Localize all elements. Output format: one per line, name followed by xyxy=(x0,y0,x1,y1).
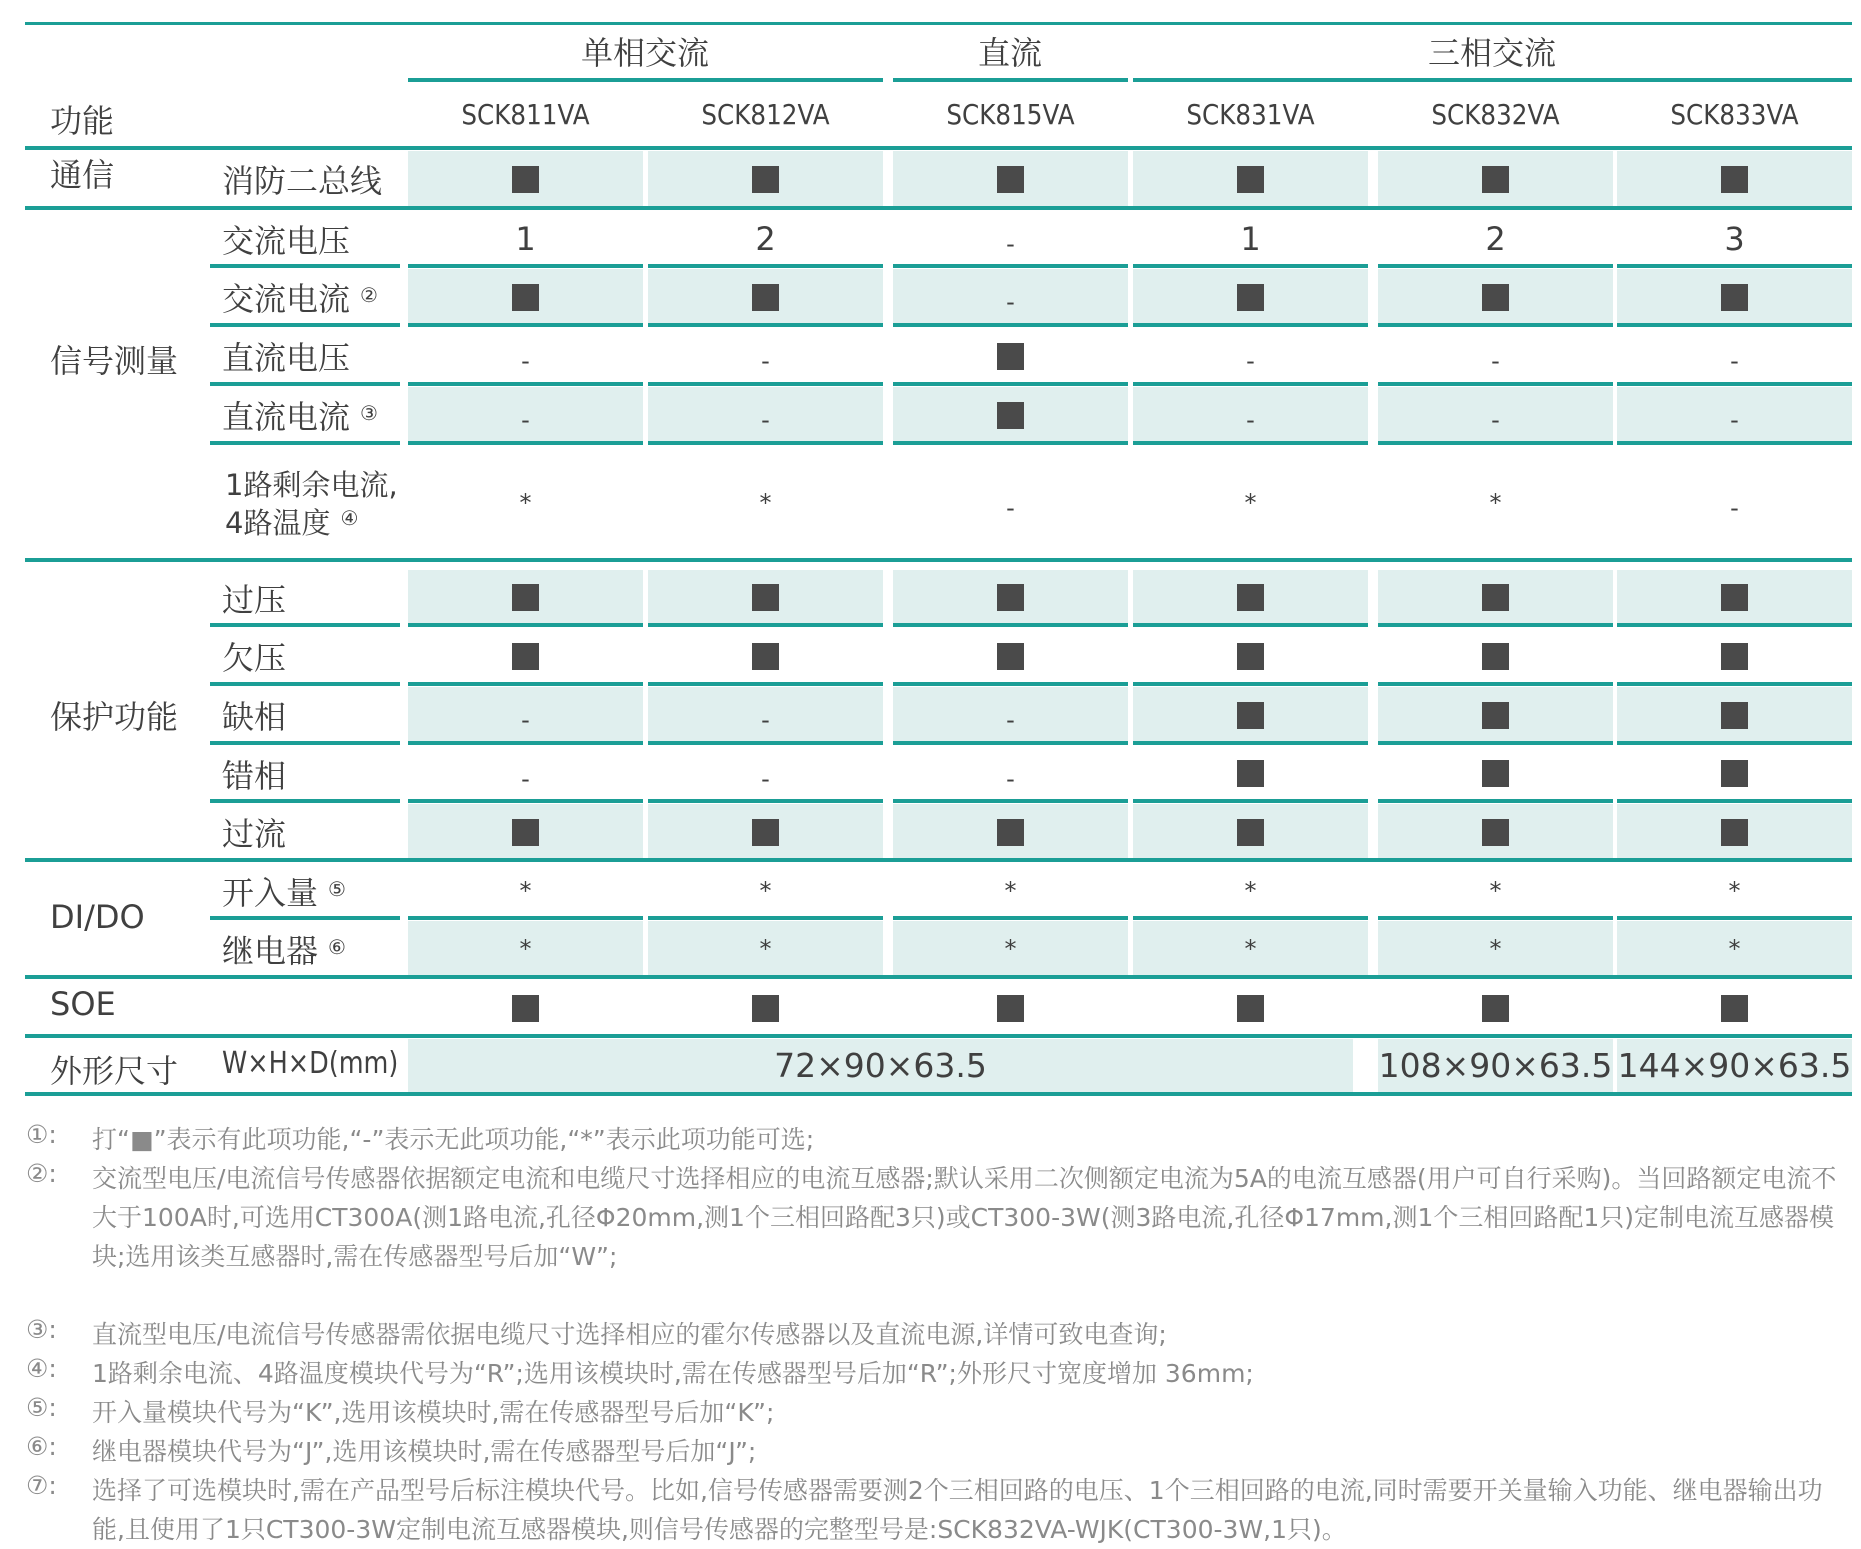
table-cell xyxy=(408,921,643,977)
group-header: 单相交流 xyxy=(580,34,709,72)
optional-mark: * xyxy=(1244,935,1257,963)
no-function-mark: - xyxy=(521,706,530,734)
row-rule xyxy=(210,741,400,745)
row-label-text: 交流电压 xyxy=(222,222,351,260)
no-function-mark: - xyxy=(1006,494,1015,522)
no-function-mark: - xyxy=(1730,406,1739,434)
table-cell xyxy=(1133,746,1368,801)
table-cell xyxy=(893,804,1128,860)
table-cell xyxy=(408,980,643,1036)
footnote-ref: ⑤ xyxy=(328,877,346,901)
table-cell xyxy=(893,628,1128,684)
has-function-mark xyxy=(512,284,539,311)
table-cell xyxy=(1378,804,1613,860)
count-value: 2 xyxy=(1485,219,1506,258)
table-cell xyxy=(1617,746,1852,801)
table-cell xyxy=(648,570,883,625)
table-cell xyxy=(1378,980,1613,1036)
no-function-mark: - xyxy=(1246,406,1255,434)
optional-mark: * xyxy=(1244,489,1257,517)
has-function-mark xyxy=(1237,284,1264,311)
row-label-text: 错相 xyxy=(222,757,287,795)
table-cell xyxy=(648,328,883,384)
no-function-mark: - xyxy=(1006,288,1015,316)
footnote-mark: ③: xyxy=(26,1315,57,1344)
row-label-text: 直流电压 xyxy=(222,339,351,377)
optional-mark: * xyxy=(1004,876,1017,905)
table-cell xyxy=(648,746,883,801)
footnote-mark: ②: xyxy=(26,1159,57,1188)
row-rule xyxy=(210,323,400,327)
table-cell xyxy=(1133,921,1368,977)
footnote-text: 开入量模块代号为“K”,选用该模块时,需在传感器型号后加“K”; xyxy=(92,1398,775,1427)
footnote-text: 直流型电压/电流信号传感器需依据电缆尺寸选择相应的霍尔传感器以及直流电源,详情可致电查询; xyxy=(92,1320,1167,1349)
has-function-mark xyxy=(1237,995,1264,1022)
no-function-mark: - xyxy=(1730,494,1739,522)
has-function-mark xyxy=(752,819,779,846)
no-function-mark: - xyxy=(521,406,530,434)
category-label: 信号测量 xyxy=(50,342,179,380)
has-function-mark xyxy=(1721,819,1748,846)
no-function-mark: - xyxy=(521,764,530,793)
table-cell xyxy=(1378,921,1613,977)
table-cell xyxy=(1617,687,1852,743)
row-label xyxy=(222,575,286,621)
row-label xyxy=(222,751,286,797)
table-cell xyxy=(648,980,883,1036)
has-function-mark xyxy=(1482,995,1509,1022)
optional-mark: * xyxy=(1728,935,1741,963)
count-value: 1 xyxy=(515,219,536,258)
table-cell xyxy=(1378,328,1613,384)
table-cell xyxy=(1133,628,1368,684)
no-function-mark: - xyxy=(521,347,530,375)
has-function-mark xyxy=(512,819,539,846)
table-cell xyxy=(408,387,643,443)
has-function-mark xyxy=(752,166,779,193)
footnote-ref: ⑥ xyxy=(328,935,346,959)
has-function-mark xyxy=(1237,819,1264,846)
row-label: 1路剩余电流, xyxy=(225,468,398,502)
has-function-mark xyxy=(1721,584,1748,611)
table-cell xyxy=(893,151,1128,208)
has-function-mark xyxy=(1482,643,1509,670)
has-function-mark xyxy=(1237,702,1264,729)
table-rule xyxy=(25,1092,1852,1096)
no-function-mark: - xyxy=(1491,347,1500,375)
table-cell xyxy=(408,804,643,860)
optional-mark: * xyxy=(1244,876,1257,905)
table-cell xyxy=(1133,687,1368,743)
table-cell xyxy=(1617,570,1852,625)
dimension-text: 108×90×63.5 xyxy=(1378,1046,1613,1085)
table-cell xyxy=(1133,446,1368,560)
no-function-mark: - xyxy=(1006,229,1015,258)
table-cell xyxy=(1378,628,1613,684)
optional-mark: * xyxy=(1004,935,1017,963)
row-label-text: 继电器 xyxy=(222,932,319,970)
table-rule xyxy=(25,146,1852,150)
row-label-text: 交流电流 xyxy=(222,280,351,318)
dimension-text: 144×90×63.5 xyxy=(1617,1046,1852,1085)
category-label: SOE xyxy=(50,985,116,1023)
no-function-mark: - xyxy=(1246,347,1255,375)
table-cell xyxy=(648,211,883,266)
table-cell xyxy=(408,328,643,384)
table-cell xyxy=(1378,446,1613,560)
category-label: DI/DO xyxy=(50,898,145,936)
table-cell xyxy=(1378,863,1613,918)
table-cell xyxy=(1133,211,1368,266)
row-label-text: 过流 xyxy=(222,815,287,853)
model-header: SCK815VA xyxy=(946,98,1075,131)
row-label xyxy=(222,868,346,914)
table-cell xyxy=(648,269,883,325)
table-cell xyxy=(893,446,1128,560)
table-cell xyxy=(408,863,643,918)
table-cell xyxy=(893,921,1128,977)
table-cell xyxy=(1617,628,1852,684)
has-function-mark xyxy=(512,584,539,611)
table-cell xyxy=(648,863,883,918)
optional-mark: * xyxy=(519,935,532,963)
row-rule xyxy=(210,682,400,686)
no-function-mark: - xyxy=(1006,764,1015,793)
table-cell xyxy=(1617,863,1852,918)
optional-mark: * xyxy=(1489,876,1502,905)
table-cell xyxy=(1378,269,1613,325)
footnote-mark: ⑦: xyxy=(26,1471,57,1500)
no-function-mark: - xyxy=(761,764,770,793)
has-function-mark xyxy=(1721,643,1748,670)
size-value xyxy=(1617,1039,1852,1092)
row-label xyxy=(222,333,350,379)
footnote-text: 打“■”表示有此项功能,“-”表示无此项功能,“*”表示此项功能可选; xyxy=(92,1125,815,1154)
footnote-text: 继电器模块代号为“J”,选用该模块时,需在传感器型号后加“J”; xyxy=(92,1437,757,1466)
group-rule xyxy=(1133,78,1852,82)
model-header: SCK831VA xyxy=(1186,98,1315,131)
table-cell xyxy=(408,151,643,208)
has-function-mark xyxy=(1482,702,1509,729)
table-cell xyxy=(408,446,643,560)
has-function-mark xyxy=(1482,166,1509,193)
table-cell xyxy=(1378,387,1613,443)
table-cell xyxy=(893,269,1128,325)
table-cell xyxy=(648,921,883,977)
footnote-ref: ④ xyxy=(340,506,359,530)
no-function-mark: - xyxy=(1491,406,1500,434)
has-function-mark xyxy=(512,643,539,670)
optional-mark: * xyxy=(519,489,532,517)
category-label: 通信 xyxy=(50,156,115,194)
group-rule xyxy=(408,78,883,82)
row-label-text: 过压 xyxy=(222,581,287,619)
row-rule xyxy=(210,441,400,445)
table-cell xyxy=(408,687,643,743)
table-cell xyxy=(893,863,1128,918)
table-cell xyxy=(1133,387,1368,443)
footnote-mark: ④: xyxy=(26,1354,57,1383)
footnote-ref: ② xyxy=(360,283,378,307)
has-function-mark xyxy=(1721,702,1748,729)
has-function-mark xyxy=(1482,819,1509,846)
footnote-mark: ①: xyxy=(26,1120,57,1149)
table-cell xyxy=(1133,804,1368,860)
row-label xyxy=(222,633,286,679)
table-cell xyxy=(648,446,883,560)
table-cell xyxy=(893,211,1128,266)
footnote-mark: ⑤: xyxy=(26,1393,57,1422)
table-cell xyxy=(893,387,1128,443)
table-rule xyxy=(25,22,1852,25)
footnote-mark: ⑥: xyxy=(26,1432,57,1461)
count-value: 2 xyxy=(755,219,776,258)
footnote-text: 选择了可选模块时,需在产品型号后标注模块代号。比如,信号传感器需要测2个三相回路的电压、1个三相回路的电流,同时需要开关量输入功能、继电器输出功能,且使用了1只CT300-3W定制电流互感器模块,则信号传感器的完整型号是:SCK832VA-WJK(CT300-3W,1只)。 xyxy=(92,1476,1823,1544)
row-rule xyxy=(210,916,400,920)
has-function-mark xyxy=(1237,166,1264,193)
category-label: 保护功能 xyxy=(50,698,179,736)
no-function-mark: - xyxy=(1006,706,1015,734)
row-label xyxy=(222,692,286,738)
footnote-ref: ③ xyxy=(360,401,378,425)
row-label-text: 直流电流 xyxy=(222,398,351,436)
row-rule xyxy=(210,623,400,627)
has-function-mark xyxy=(997,643,1024,670)
table-cell xyxy=(893,687,1128,743)
table-cell xyxy=(1378,687,1613,743)
optional-mark: * xyxy=(1489,935,1502,963)
has-function-mark xyxy=(1482,584,1509,611)
has-function-mark xyxy=(997,995,1024,1022)
table-cell xyxy=(1133,980,1368,1036)
table-cell xyxy=(1617,211,1852,266)
table-cell xyxy=(408,211,643,266)
has-function-mark xyxy=(1721,760,1748,787)
dimension-text: 72×90×63.5 xyxy=(774,1046,987,1085)
optional-mark: * xyxy=(759,876,772,905)
has-function-mark xyxy=(1721,166,1748,193)
row-label: 4路温度 ④ xyxy=(225,506,359,540)
category-label: 外形尺寸 xyxy=(50,1052,179,1090)
size-value xyxy=(1378,1039,1613,1092)
has-function-mark xyxy=(997,584,1024,611)
has-function-mark xyxy=(752,284,779,311)
row-label xyxy=(222,216,350,262)
optional-mark: * xyxy=(759,489,772,517)
row-label xyxy=(222,274,378,320)
has-function-mark xyxy=(1237,584,1264,611)
model-header: SCK832VA xyxy=(1431,98,1560,131)
has-function-mark xyxy=(1721,284,1748,311)
table-cell xyxy=(1133,269,1368,325)
table-cell xyxy=(893,980,1128,1036)
table-cell xyxy=(648,687,883,743)
has-function-mark xyxy=(752,584,779,611)
group-header: 直流 xyxy=(977,34,1042,72)
group-rule xyxy=(893,78,1128,82)
table-cell xyxy=(648,804,883,860)
has-function-mark xyxy=(997,402,1024,429)
table-cell xyxy=(1133,863,1368,918)
table-cell xyxy=(893,328,1128,384)
table-cell xyxy=(1133,570,1368,625)
size-value xyxy=(408,1039,1353,1092)
table-cell xyxy=(1378,151,1613,208)
count-value: 1 xyxy=(1240,219,1261,258)
has-function-mark xyxy=(752,643,779,670)
table-cell xyxy=(648,151,883,208)
optional-mark: * xyxy=(1489,489,1502,517)
optional-mark: * xyxy=(519,876,532,905)
row-rule xyxy=(210,264,400,268)
table-cell xyxy=(1378,570,1613,625)
no-function-mark: - xyxy=(761,347,770,375)
has-function-mark xyxy=(1482,760,1509,787)
table-cell xyxy=(1378,746,1613,801)
table-cell xyxy=(1617,921,1852,977)
footnote-text: 1路剩余电流、4路温度模块代号为“R”;选用该模块时,需在传感器型号后加“R”;外形尺寸宽度增加 36mm; xyxy=(92,1359,1254,1388)
has-function-mark xyxy=(997,819,1024,846)
row-label xyxy=(222,156,382,202)
count-value: 3 xyxy=(1724,219,1745,258)
model-header: SCK812VA xyxy=(701,98,830,131)
row-label xyxy=(222,809,286,855)
table-cell xyxy=(1378,211,1613,266)
has-function-mark xyxy=(752,995,779,1022)
has-function-mark xyxy=(1237,643,1264,670)
footnote-text: 交流型电压/电流信号传感器依据额定电流和电缆尺寸选择相应的电流互感器;默认采用二次侧额定电流为5A的电流互感器(用户可自行采购)。当回路额定电流不大于100A时,可选用CT300A(测1路电流,孔径Φ20mm,测1个三相回路配3只)或CT300-3W(测3路电流,孔径Φ17mm,测1个三相回路配1只)定制电流互感器模块;选用该类互感器时,需在传感器型号后加“W”; xyxy=(92,1164,1837,1271)
table-cell xyxy=(1617,980,1852,1036)
row-rule xyxy=(210,382,400,386)
table-cell xyxy=(408,746,643,801)
no-function-mark: - xyxy=(1730,347,1739,375)
table-cell xyxy=(1617,269,1852,325)
row-label-text: 欠压 xyxy=(222,639,287,677)
no-function-mark: - xyxy=(761,406,770,434)
table-cell xyxy=(408,570,643,625)
table-cell xyxy=(648,387,883,443)
table-cell xyxy=(1133,328,1368,384)
model-header: SCK833VA xyxy=(1670,98,1799,131)
size-subtitle: W×H×D(mm) xyxy=(222,1046,399,1081)
has-function-mark xyxy=(1237,760,1264,787)
function-header: 功能 xyxy=(50,102,115,140)
table-cell xyxy=(1617,446,1852,560)
has-function-mark xyxy=(1482,284,1509,311)
optional-mark: * xyxy=(759,935,772,963)
table-cell xyxy=(408,269,643,325)
row-label xyxy=(222,392,378,438)
row-label-text: 缺相 xyxy=(222,698,287,736)
table-cell xyxy=(1617,151,1852,208)
no-function-mark: - xyxy=(761,706,770,734)
row-label-text: 消防二总线 xyxy=(222,162,383,200)
has-function-mark xyxy=(512,995,539,1022)
table-cell xyxy=(893,570,1128,625)
has-function-mark xyxy=(512,166,539,193)
row-label-text: 开入量 xyxy=(222,874,319,912)
table-cell xyxy=(1133,151,1368,208)
row-label xyxy=(222,926,346,972)
has-function-mark xyxy=(1721,995,1748,1022)
table-cell xyxy=(408,628,643,684)
row-rule xyxy=(210,799,400,803)
table-cell xyxy=(1617,328,1852,384)
optional-mark: * xyxy=(1728,876,1741,905)
table-cell xyxy=(648,628,883,684)
has-function-mark xyxy=(997,166,1024,193)
model-header: SCK811VA xyxy=(461,98,590,131)
table-cell xyxy=(1617,387,1852,443)
table-cell xyxy=(893,746,1128,801)
group-header: 三相交流 xyxy=(1427,34,1556,72)
table-cell xyxy=(1617,804,1852,860)
has-function-mark xyxy=(997,343,1024,370)
